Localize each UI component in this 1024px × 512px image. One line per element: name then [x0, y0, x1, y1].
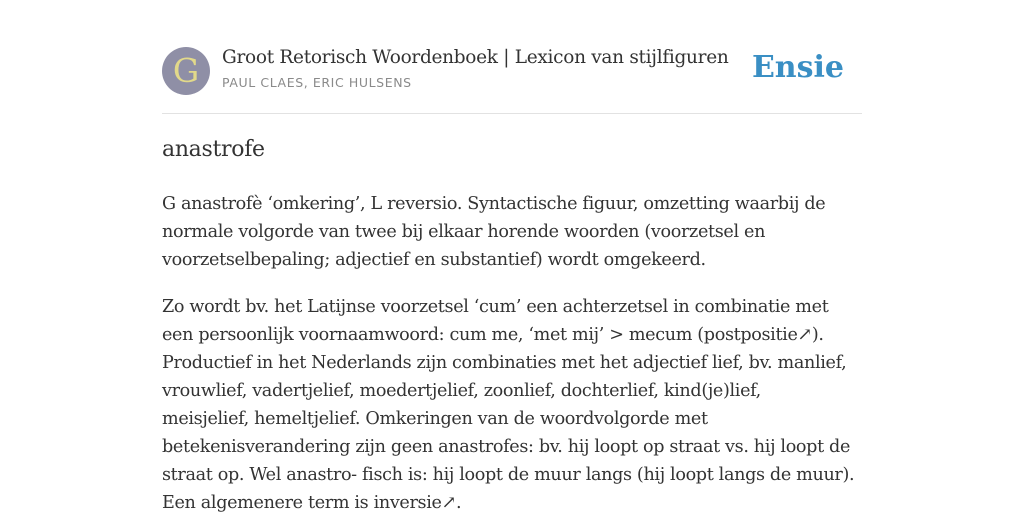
paragraph-line: straat op. Wel anastro- fisch is: hij loopt de muur langs (hij loopt langs de muur). [162, 465, 855, 485]
paragraph-line: voorzetselbepaling; adjectief en substantief) wordt omgekeerd. [162, 250, 706, 270]
entry-title: anastrofe [162, 137, 265, 162]
paragraph-line: Productief in het Nederlands zijn combinaties met het adjectief lief, bv. manlief, [162, 353, 847, 373]
ensie-logo[interactable]: Ensie [751, 50, 844, 85]
paragraph-line[interactable]: een persoonlijk voornaamwoord: cum me, ‘met mij’ > mecum (postpositie↗). [162, 325, 824, 345]
paragraph-line: Zo wordt bv. het Latijnse voorzetsel ‘cum’ een achterzetsel in combinatie met [162, 297, 829, 317]
entry-paragraph-1 [162, 190, 862, 274]
book-authors: PAUL CLAES, ERIC HULSENS [222, 75, 412, 90]
paragraph-line[interactable]: Een algemenere term is inversie↗. [162, 493, 462, 512]
paragraph-line: vrouwlief, vadertjelief, moedertjelief, zoonlief, dochterlief, kind(je)lief, [162, 381, 761, 401]
book-avatar[interactable]: G [162, 47, 210, 95]
paragraph-line: G anastrofè ‘omkering’, L reversio. Syntactische figuur, omzetting waarbij de [162, 194, 826, 214]
paragraph-line: normale volgorde van twee bij elkaar horende woorden (voorzetsel en [162, 222, 766, 242]
book-title-link[interactable]: Groot Retorisch Woordenboek | Lexicon van stijlfiguren [222, 47, 729, 68]
header [162, 46, 862, 96]
header-divider [162, 113, 862, 114]
paragraph-line: meisjelief, hemeltjelief. Omkeringen van de woordvolgorde met [162, 409, 708, 429]
entry-paragraph-2 [162, 293, 862, 512]
paragraph-line: betekenisverandering zijn geen anastrofes: bv. hij loopt op straat vs. hij loopt de [162, 437, 851, 457]
